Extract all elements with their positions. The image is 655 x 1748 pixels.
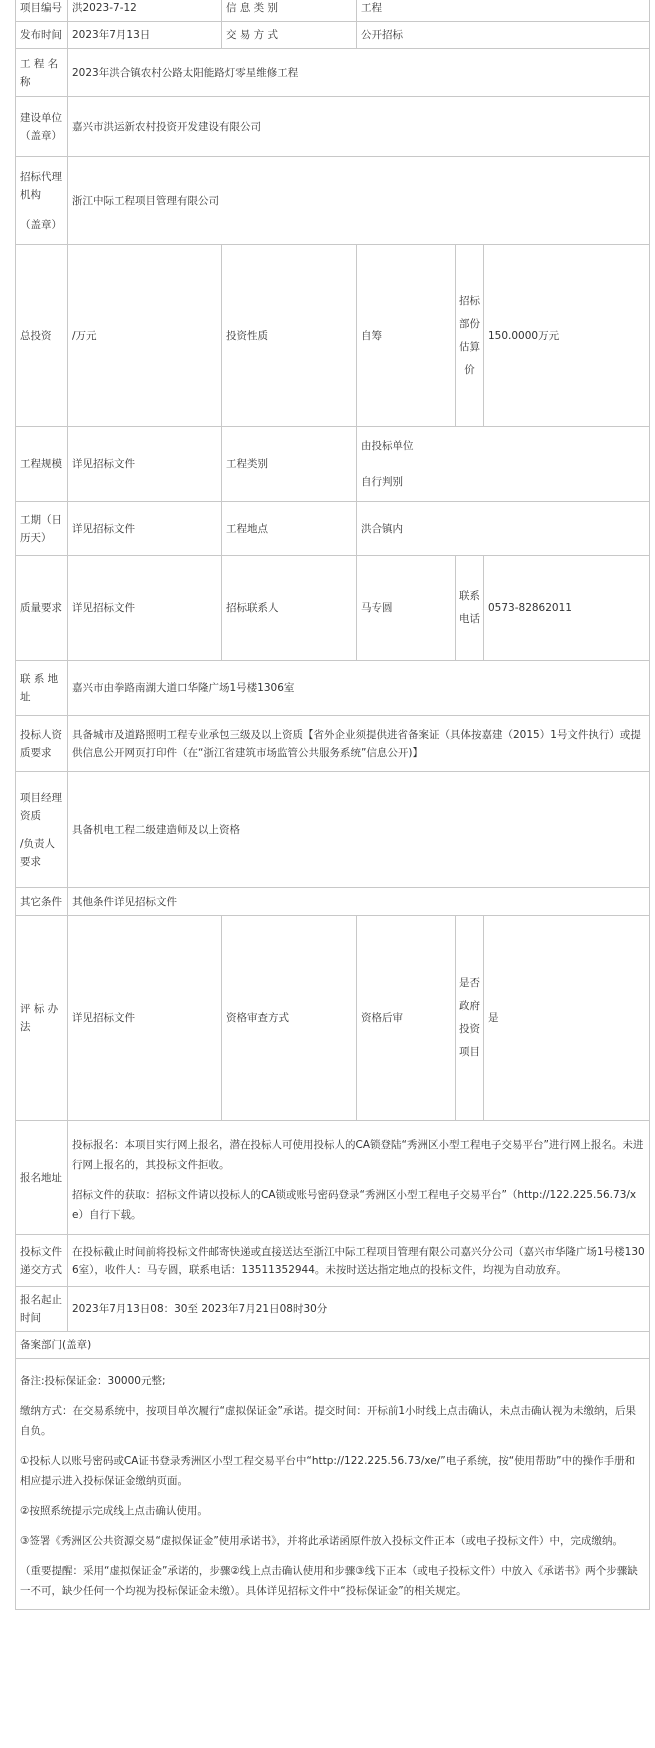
address-value: 嘉兴市由拳路南湖大道口华隆广场1号楼1306室 [68, 661, 650, 716]
manager-value: 具备机电工程二级建造师及以上资格 [68, 772, 650, 888]
investment-nature-label: 投资性质 [222, 245, 357, 427]
phone-label: 联系电话 [456, 556, 484, 661]
location-value: 洪合镇内 [357, 502, 650, 556]
evaluation-label: 评 标 办 法 [16, 916, 68, 1121]
row-period [16, 502, 650, 556]
note-step2: ②按照系统提示完成线上点击确认使用。 [20, 1505, 208, 1517]
agent-label-stamp: （盖章） [20, 218, 62, 231]
row-publish-time [16, 22, 650, 49]
row-builder [16, 97, 650, 157]
manager-label-main: 项目经理资质 [20, 791, 62, 822]
gov-investment-label: 是否政府投资项目 [456, 916, 484, 1121]
row-scale [16, 427, 650, 502]
address-label: 联 系 地 址 [16, 661, 68, 716]
location-label: 工程地点 [222, 502, 357, 556]
manager-label-sub: /负责人要求 [20, 837, 56, 868]
publish-time-value: 2023年7月13日 [68, 22, 222, 49]
investment-value: /万元 [68, 245, 222, 427]
registration-label: 报名地址 [16, 1121, 68, 1235]
qualification-review-value: 资格后审 [357, 916, 456, 1121]
note-step1: ①投标人以账号密码或CA证书登录秀洲区小型工程交易平台中“http://122.225.56.73/xe/”电子系统，按“使用帮助”中的操作手册和相应提示进入投标保证金缴纳页面。 [20, 1455, 636, 1487]
row-notes [16, 1359, 650, 1610]
row-submission [16, 1235, 650, 1287]
builder-value: 嘉兴市洪运新农村投资开发建设有限公司 [68, 97, 650, 157]
submission-label: 投标文件递交方式 [16, 1235, 68, 1287]
row-agent [16, 157, 650, 245]
contact-person-value: 马专圆 [357, 556, 456, 661]
agent-label [16, 157, 68, 245]
evaluation-value: 详见招标文件 [68, 916, 222, 1121]
note-payment: 缴纳方式：在交易系统中，按项目单次履行“虚拟保证金”承诺。提交时间：开标前1小时线上点击确认，未点击确认视为未缴纳，后果自负。 [20, 1405, 637, 1437]
registration-para-download: 招标文件的获取：招标文件请以投标人的CA锁或账号密码登录“秀洲区小型工程电子交易平台”（http://122.225.56.73/xe）自行下载。 [72, 1188, 637, 1221]
quality-value: 详见招标文件 [68, 556, 222, 661]
trade-mode-label: 交 易 方 式 [222, 22, 357, 49]
notes-block [16, 1359, 650, 1610]
investment-nature-value: 自筹 [357, 245, 456, 427]
builder-label: 建设单位（盖章） [16, 97, 68, 157]
info-type-value: 工程 [357, 0, 650, 22]
qualification-review-label: 资格审查方式 [222, 916, 357, 1121]
period-label: 工期（日历天） [16, 502, 68, 556]
estimate-value: 150.0000万元 [484, 245, 650, 427]
note-deposit: 备注:投标保证金：30000元整; [20, 1375, 166, 1387]
category-value [357, 427, 650, 502]
category-value-line2: 自行判别 [361, 476, 403, 488]
bidder-qual-value: 具备城市及道路照明工程专业承包三级及以上资质【省外企业须提供进省备案证（具体按嘉建（2015）1号文件执行）或提供信息公开网页打印件（在“浙江省建筑市场监管公共服务系统”信息公开)】 [68, 716, 650, 772]
row-registration [16, 1121, 650, 1235]
period-value: 详见招标文件 [68, 502, 222, 556]
row-project-name [16, 49, 650, 97]
other-value: 其他条件详见招标文件 [68, 888, 650, 916]
phone-value: 0573-82862011 [484, 556, 650, 661]
registration-para-online: 投标报名：本项目实行网上报名，潜在投标人可使用投标人的CA锁登陆“秀洲区小型工程电子交易平台”进行网上报名。未进行网上报名的，其投标文件拒收。 [72, 1138, 644, 1171]
trade-mode-value: 公开招标 [357, 22, 650, 49]
project-name-value: 2023年洪合镇农村公路太阳能路灯零星维修工程 [68, 49, 650, 97]
info-type-label: 信 息 类 别 [222, 0, 357, 22]
registration-value [68, 1121, 650, 1235]
note-reminder: （重要提醒：采用“虚拟保证金”承诺的，步骤②线上点击确认使用和步骤③线下正本（或电子投标文件）中放入《承诺书》两个步骤缺一不可，缺少任何一个均视为投标保证金未缴）。具体详见招标文件中“投标保证金”的相关规定。 [20, 1565, 638, 1597]
project-name-label: 工 程 名 称 [16, 49, 68, 97]
scale-label: 工程规模 [16, 427, 68, 502]
row-filing [16, 1332, 650, 1359]
publish-time-label: 发布时间 [16, 22, 68, 49]
row-investment [16, 245, 650, 427]
row-evaluation [16, 916, 650, 1121]
row-project-no [16, 0, 650, 22]
project-no-value: 洪2023-7-12 [68, 0, 222, 22]
category-value-line1: 由投标单位 [361, 440, 414, 452]
category-label: 工程类别 [222, 427, 357, 502]
reg-period-label: 报名起止时间 [16, 1287, 68, 1332]
row-address [16, 661, 650, 716]
row-quality [16, 556, 650, 661]
agent-value: 浙江中际工程项目管理有限公司 [68, 157, 650, 245]
manager-label [16, 772, 68, 888]
note-step3: ③签署《秀洲区公共资源交易“虚拟保证金”使用承诺书》，并将此承诺函原件放入投标文件正本（或电子投标文件）中，完成缴纳。 [20, 1535, 624, 1547]
contact-person-label: 招标联系人 [222, 556, 357, 661]
bidder-qual-label: 投标人资质要求 [16, 716, 68, 772]
row-registration-period [16, 1287, 650, 1332]
gov-investment-value: 是 [484, 916, 650, 1121]
estimate-label: 招标部份估算价 [456, 245, 484, 427]
other-label: 其它条件 [16, 888, 68, 916]
agent-label-main: 招标代理机构 [20, 170, 62, 201]
scale-value: 详见招标文件 [68, 427, 222, 502]
row-manager [16, 772, 650, 888]
investment-label: 总投资 [16, 245, 68, 427]
row-other [16, 888, 650, 916]
submission-value: 在投标截止时间前将投标文件邮寄快递或直接送达至浙江中际工程项目管理有限公司嘉兴分公司（嘉兴市华隆广场1号楼1306室），收件人：马专圆，联系电话：13511352944。未按时送达指定地点的投标文件，均视为自动放弃。 [68, 1235, 650, 1287]
project-no-label: 项目编号 [16, 0, 68, 22]
reg-period-value: 2023年7月13日08：30至 2023年7月21日08时30分 [68, 1287, 650, 1332]
filing-label: 备案部门(盖章) [16, 1332, 650, 1359]
row-bidder-qualification [16, 716, 650, 772]
tender-info-table [15, 0, 650, 1610]
quality-label: 质量要求 [16, 556, 68, 661]
